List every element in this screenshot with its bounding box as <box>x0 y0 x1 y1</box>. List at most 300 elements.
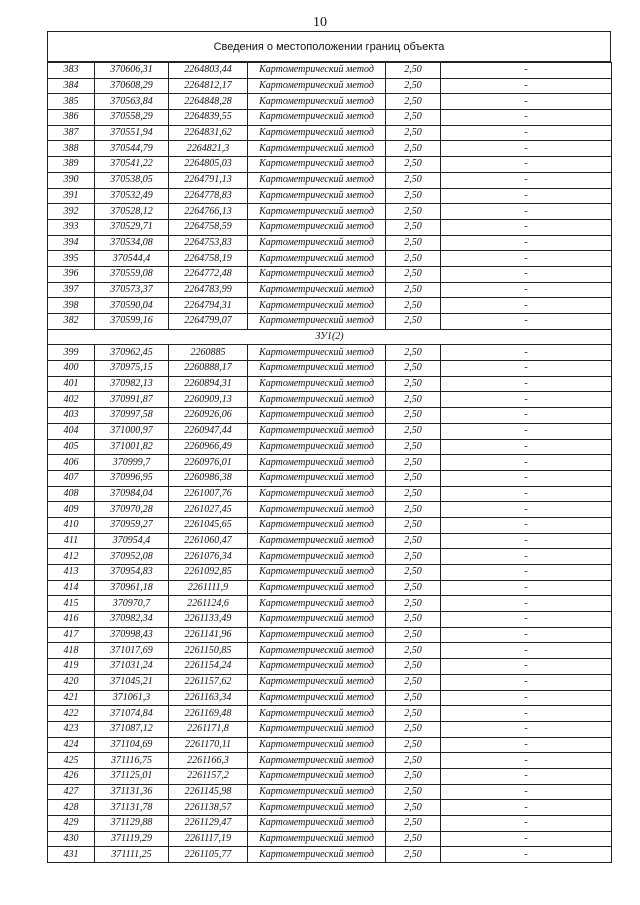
x-coordinate-cell: 371104,69 <box>95 737 169 753</box>
x-coordinate-cell: 370982,13 <box>95 376 169 392</box>
method-cell: Картометрический метод <box>248 674 386 690</box>
accuracy-cell: 2,50 <box>386 502 441 518</box>
accuracy-cell: 2,50 <box>386 612 441 628</box>
x-coordinate-cell: 370532,49 <box>95 188 169 204</box>
table-row <box>48 627 612 643</box>
accuracy-cell: 2,50 <box>386 63 441 79</box>
description-cell: - <box>441 486 612 502</box>
table-row <box>48 549 612 565</box>
description-cell: - <box>441 816 612 832</box>
y-coordinate-cell: 2260894,31 <box>169 376 248 392</box>
table-row <box>48 502 612 518</box>
accuracy-cell: 2,50 <box>386 816 441 832</box>
method-cell: Картометрический метод <box>248 172 386 188</box>
method-cell: Картометрический метод <box>248 235 386 251</box>
accuracy-cell: 2,50 <box>386 565 441 581</box>
accuracy-cell: 2,50 <box>386 141 441 157</box>
description-cell: - <box>441 298 612 314</box>
point-number-cell: 384 <box>48 78 95 94</box>
description-cell: - <box>441 800 612 816</box>
table-row <box>48 455 612 471</box>
x-coordinate-cell: 371111,25 <box>95 847 169 863</box>
accuracy-cell: 2,50 <box>386 219 441 235</box>
accuracy-cell: 2,50 <box>386 439 441 455</box>
table-row <box>48 847 612 863</box>
point-number-cell: 419 <box>48 659 95 675</box>
point-number-cell: 393 <box>48 219 95 235</box>
method-cell: Картометрический метод <box>248 784 386 800</box>
x-coordinate-cell: 370559,08 <box>95 266 169 282</box>
table-row <box>48 470 612 486</box>
method-cell: Картометрический метод <box>248 376 386 392</box>
y-coordinate-cell: 2260966,49 <box>169 439 248 455</box>
method-cell: Картометрический метод <box>248 580 386 596</box>
y-coordinate-cell: 2264783,99 <box>169 282 248 298</box>
table-row <box>48 706 612 722</box>
description-cell: - <box>441 580 612 596</box>
point-number-cell: 426 <box>48 768 95 784</box>
x-coordinate-cell: 370534,08 <box>95 235 169 251</box>
table-row <box>48 580 612 596</box>
method-cell: Картометрический метод <box>248 486 386 502</box>
x-coordinate-cell: 370975,15 <box>95 361 169 377</box>
point-number-cell: 386 <box>48 110 95 126</box>
x-coordinate-cell: 370961,18 <box>95 580 169 596</box>
point-number-cell: 430 <box>48 831 95 847</box>
x-coordinate-cell: 370606,31 <box>95 63 169 79</box>
y-coordinate-cell: 2264753,83 <box>169 235 248 251</box>
table-row <box>48 63 612 79</box>
method-cell: Картометрический метод <box>248 63 386 79</box>
description-cell: - <box>441 188 612 204</box>
description-cell: - <box>441 753 612 769</box>
method-cell: Картометрический метод <box>248 706 386 722</box>
boundary-sheet <box>47 31 611 863</box>
table-row <box>48 408 612 424</box>
x-coordinate-cell: 370991,87 <box>95 392 169 408</box>
accuracy-cell: 2,50 <box>386 204 441 220</box>
accuracy-cell: 2,50 <box>386 376 441 392</box>
x-coordinate-cell: 370954,4 <box>95 533 169 549</box>
description-cell: - <box>441 78 612 94</box>
x-coordinate-cell: 371125,01 <box>95 768 169 784</box>
description-cell: - <box>441 533 612 549</box>
accuracy-cell: 2,50 <box>386 831 441 847</box>
accuracy-cell: 2,50 <box>386 721 441 737</box>
point-number-cell: 387 <box>48 125 95 141</box>
method-cell: Картометрический метод <box>248 110 386 126</box>
description-cell: - <box>441 721 612 737</box>
description-cell: - <box>441 235 612 251</box>
accuracy-cell: 2,50 <box>386 78 441 94</box>
y-coordinate-cell: 2260976,01 <box>169 455 248 471</box>
accuracy-cell: 2,50 <box>386 235 441 251</box>
point-number-cell: 411 <box>48 533 95 549</box>
x-coordinate-cell: 370573,37 <box>95 282 169 298</box>
table-row <box>48 721 612 737</box>
y-coordinate-cell: 2261060,47 <box>169 533 248 549</box>
y-coordinate-cell: 2261150,85 <box>169 643 248 659</box>
x-coordinate-cell: 371131,36 <box>95 784 169 800</box>
point-number-cell: 416 <box>48 612 95 628</box>
point-number-cell: 403 <box>48 408 95 424</box>
description-cell: - <box>441 565 612 581</box>
description-cell: - <box>441 251 612 267</box>
method-cell: Картометрический метод <box>248 125 386 141</box>
table-row <box>48 753 612 769</box>
accuracy-cell: 2,50 <box>386 596 441 612</box>
table-row <box>48 204 612 220</box>
point-number-cell: 395 <box>48 251 95 267</box>
description-cell: - <box>441 643 612 659</box>
accuracy-cell: 2,50 <box>386 298 441 314</box>
y-coordinate-cell: 2264794,31 <box>169 298 248 314</box>
coordinates-table <box>47 62 612 863</box>
x-coordinate-cell: 370952,08 <box>95 549 169 565</box>
x-coordinate-cell: 370999,7 <box>95 455 169 471</box>
accuracy-cell: 2,50 <box>386 157 441 173</box>
x-coordinate-cell: 371031,24 <box>95 659 169 675</box>
x-coordinate-cell: 371017,69 <box>95 643 169 659</box>
point-number-cell: 392 <box>48 204 95 220</box>
y-coordinate-cell: 2260926,06 <box>169 408 248 424</box>
y-coordinate-cell: 2261157,2 <box>169 768 248 784</box>
method-cell: Картометрический метод <box>248 753 386 769</box>
point-number-cell: 401 <box>48 376 95 392</box>
description-cell: - <box>441 157 612 173</box>
point-number-cell: 418 <box>48 643 95 659</box>
accuracy-cell: 2,50 <box>386 517 441 533</box>
y-coordinate-cell: 2260986,38 <box>169 470 248 486</box>
y-coordinate-cell: 2261157,62 <box>169 674 248 690</box>
table-row <box>48 674 612 690</box>
point-number-cell: 415 <box>48 596 95 612</box>
accuracy-cell: 2,50 <box>386 580 441 596</box>
y-coordinate-cell: 2264821,3 <box>169 141 248 157</box>
description-cell: - <box>441 690 612 706</box>
table-row <box>48 141 612 157</box>
y-coordinate-cell: 2261124,6 <box>169 596 248 612</box>
method-cell: Картометрический метод <box>248 659 386 675</box>
accuracy-cell: 2,50 <box>386 784 441 800</box>
method-cell: Картометрический метод <box>248 423 386 439</box>
y-coordinate-cell: 2261105,77 <box>169 847 248 863</box>
x-coordinate-cell: 370608,29 <box>95 78 169 94</box>
description-cell: - <box>441 439 612 455</box>
y-coordinate-cell: 2261169,48 <box>169 706 248 722</box>
accuracy-cell: 2,50 <box>386 345 441 361</box>
x-coordinate-cell: 370996,95 <box>95 470 169 486</box>
point-number-cell: 425 <box>48 753 95 769</box>
accuracy-cell: 2,50 <box>386 549 441 565</box>
accuracy-cell: 2,50 <box>386 753 441 769</box>
accuracy-cell: 2,50 <box>386 251 441 267</box>
accuracy-cell: 2,50 <box>386 392 441 408</box>
method-cell: Картометрический метод <box>248 455 386 471</box>
accuracy-cell: 2,50 <box>386 486 441 502</box>
y-coordinate-cell: 2264839,55 <box>169 110 248 126</box>
description-cell: - <box>441 674 612 690</box>
accuracy-cell: 2,50 <box>386 627 441 643</box>
method-cell: Картометрический метод <box>248 78 386 94</box>
description-cell: - <box>441 596 612 612</box>
description-cell: - <box>441 172 612 188</box>
x-coordinate-cell: 370599,16 <box>95 314 169 330</box>
method-cell: Картометрический метод <box>248 141 386 157</box>
accuracy-cell: 2,50 <box>386 314 441 330</box>
x-coordinate-cell: 371061,3 <box>95 690 169 706</box>
y-coordinate-cell: 2261163,34 <box>169 690 248 706</box>
point-number-cell: 388 <box>48 141 95 157</box>
method-cell: Картометрический метод <box>248 565 386 581</box>
table-row <box>48 768 612 784</box>
description-cell: - <box>441 361 612 377</box>
method-cell: Картометрический метод <box>248 831 386 847</box>
table-row <box>48 298 612 314</box>
description-cell: - <box>441 219 612 235</box>
y-coordinate-cell: 2261045,65 <box>169 517 248 533</box>
x-coordinate-cell: 370997,58 <box>95 408 169 424</box>
accuracy-cell: 2,50 <box>386 125 441 141</box>
x-coordinate-cell: 370528,12 <box>95 204 169 220</box>
accuracy-cell: 2,50 <box>386 690 441 706</box>
x-coordinate-cell: 370544,79 <box>95 141 169 157</box>
method-cell: Картометрический метод <box>248 361 386 377</box>
point-number-cell: 389 <box>48 157 95 173</box>
point-number-cell: 385 <box>48 94 95 110</box>
accuracy-cell: 2,50 <box>386 706 441 722</box>
method-cell: Картометрический метод <box>248 188 386 204</box>
point-number-cell: 407 <box>48 470 95 486</box>
accuracy-cell: 2,50 <box>386 188 441 204</box>
description-cell: - <box>441 612 612 628</box>
description-cell: - <box>441 314 612 330</box>
method-cell: Картометрический метод <box>248 408 386 424</box>
accuracy-cell: 2,50 <box>386 800 441 816</box>
y-coordinate-cell: 2264805,03 <box>169 157 248 173</box>
x-coordinate-cell: 371001,82 <box>95 439 169 455</box>
subsection-header <box>48 329 612 345</box>
x-coordinate-cell: 371000,97 <box>95 423 169 439</box>
x-coordinate-cell: 371119,29 <box>95 831 169 847</box>
point-number-cell: 406 <box>48 455 95 471</box>
point-number-cell: 410 <box>48 517 95 533</box>
y-coordinate-cell: 2264758,59 <box>169 219 248 235</box>
description-cell: - <box>441 392 612 408</box>
table-row <box>48 517 612 533</box>
method-cell: Картометрический метод <box>248 298 386 314</box>
y-coordinate-cell: 2264848,28 <box>169 94 248 110</box>
y-coordinate-cell: 2261141,96 <box>169 627 248 643</box>
method-cell: Картометрический метод <box>248 768 386 784</box>
description-cell: - <box>441 345 612 361</box>
method-cell: Картометрический метод <box>248 816 386 832</box>
y-coordinate-cell: 2264791,13 <box>169 172 248 188</box>
point-number-cell: 423 <box>48 721 95 737</box>
description-cell: - <box>441 282 612 298</box>
method-cell: Картометрический метод <box>248 392 386 408</box>
method-cell: Картометрический метод <box>248 627 386 643</box>
method-cell: Картометрический метод <box>248 266 386 282</box>
point-number-cell: 400 <box>48 361 95 377</box>
section-2-body <box>48 345 612 863</box>
y-coordinate-cell: 2264766,13 <box>169 204 248 220</box>
x-coordinate-cell: 370970,28 <box>95 502 169 518</box>
description-cell: - <box>441 768 612 784</box>
x-coordinate-cell: 370551,94 <box>95 125 169 141</box>
subsection-title: ЗУ1(2) <box>48 329 612 345</box>
table-row <box>48 565 612 581</box>
method-cell: Картометрический метод <box>248 549 386 565</box>
table-row <box>48 345 612 361</box>
point-number-cell: 390 <box>48 172 95 188</box>
description-cell: - <box>441 831 612 847</box>
y-coordinate-cell: 2261111,9 <box>169 580 248 596</box>
accuracy-cell: 2,50 <box>386 361 441 377</box>
table-row <box>48 376 612 392</box>
point-number-cell: 398 <box>48 298 95 314</box>
description-cell: - <box>441 94 612 110</box>
table-row <box>48 816 612 832</box>
y-coordinate-cell: 2264831,62 <box>169 125 248 141</box>
point-number-cell: 382 <box>48 314 95 330</box>
table-row <box>48 800 612 816</box>
y-coordinate-cell: 2261129,47 <box>169 816 248 832</box>
point-number-cell: 429 <box>48 816 95 832</box>
table-row <box>48 361 612 377</box>
y-coordinate-cell: 2261027,45 <box>169 502 248 518</box>
y-coordinate-cell: 2261117,19 <box>169 831 248 847</box>
method-cell: Картометрический метод <box>248 612 386 628</box>
description-cell: - <box>441 784 612 800</box>
accuracy-cell: 2,50 <box>386 408 441 424</box>
table-row <box>48 612 612 628</box>
description-cell: - <box>441 549 612 565</box>
table-row <box>48 188 612 204</box>
method-cell: Картометрический метод <box>248 502 386 518</box>
method-cell: Картометрический метод <box>248 847 386 863</box>
y-coordinate-cell: 2264812,17 <box>169 78 248 94</box>
y-coordinate-cell: 2261170,11 <box>169 737 248 753</box>
description-cell: - <box>441 408 612 424</box>
y-coordinate-cell: 2260909,13 <box>169 392 248 408</box>
y-coordinate-cell: 2261133,49 <box>169 612 248 628</box>
point-number-cell: 391 <box>48 188 95 204</box>
point-number-cell: 420 <box>48 674 95 690</box>
table-row <box>48 737 612 753</box>
x-coordinate-cell: 370529,71 <box>95 219 169 235</box>
method-cell: Картометрический метод <box>248 439 386 455</box>
y-coordinate-cell: 2260947,44 <box>169 423 248 439</box>
point-number-cell: 399 <box>48 345 95 361</box>
x-coordinate-cell: 370541,22 <box>95 157 169 173</box>
x-coordinate-cell: 370982,34 <box>95 612 169 628</box>
accuracy-cell: 2,50 <box>386 110 441 126</box>
description-cell: - <box>441 266 612 282</box>
point-number-cell: 397 <box>48 282 95 298</box>
description-cell: - <box>441 706 612 722</box>
table-row <box>48 266 612 282</box>
accuracy-cell: 2,50 <box>386 94 441 110</box>
y-coordinate-cell: 2260888,17 <box>169 361 248 377</box>
method-cell: Картометрический метод <box>248 690 386 706</box>
y-coordinate-cell: 2264772,48 <box>169 266 248 282</box>
point-number-cell: 383 <box>48 63 95 79</box>
point-number-cell: 404 <box>48 423 95 439</box>
table-row <box>48 235 612 251</box>
x-coordinate-cell: 370970,7 <box>95 596 169 612</box>
description-cell: - <box>441 470 612 486</box>
point-number-cell: 405 <box>48 439 95 455</box>
table-row <box>48 596 612 612</box>
point-number-cell: 412 <box>48 549 95 565</box>
table-row <box>48 94 612 110</box>
x-coordinate-cell: 370984,04 <box>95 486 169 502</box>
point-number-cell: 413 <box>48 565 95 581</box>
description-cell: - <box>441 517 612 533</box>
description-cell: - <box>441 502 612 518</box>
method-cell: Картометрический метод <box>248 737 386 753</box>
description-cell: - <box>441 376 612 392</box>
description-cell: - <box>441 204 612 220</box>
table-row <box>48 659 612 675</box>
description-cell: - <box>441 141 612 157</box>
method-cell: Картометрический метод <box>248 157 386 173</box>
method-cell: Картометрический метод <box>248 533 386 549</box>
table-header-title: Сведения о местоположении границ объекта <box>47 31 611 62</box>
table-row <box>48 423 612 439</box>
description-cell: - <box>441 455 612 471</box>
accuracy-cell: 2,50 <box>386 470 441 486</box>
description-cell: - <box>441 110 612 126</box>
y-coordinate-cell: 2261145,98 <box>169 784 248 800</box>
description-cell: - <box>441 847 612 863</box>
method-cell: Картометрический метод <box>248 643 386 659</box>
y-coordinate-cell: 2261092,85 <box>169 565 248 581</box>
table-row <box>48 690 612 706</box>
table-row <box>48 219 612 235</box>
y-coordinate-cell: 2264758,19 <box>169 251 248 267</box>
accuracy-cell: 2,50 <box>386 659 441 675</box>
description-cell: - <box>441 63 612 79</box>
method-cell: Картометрический метод <box>248 251 386 267</box>
accuracy-cell: 2,50 <box>386 643 441 659</box>
accuracy-cell: 2,50 <box>386 768 441 784</box>
x-coordinate-cell: 371045,21 <box>95 674 169 690</box>
y-coordinate-cell: 2261171,8 <box>169 721 248 737</box>
point-number-cell: 396 <box>48 266 95 282</box>
accuracy-cell: 2,50 <box>386 172 441 188</box>
table-row <box>48 439 612 455</box>
x-coordinate-cell: 371129,88 <box>95 816 169 832</box>
point-number-cell: 431 <box>48 847 95 863</box>
point-number-cell: 417 <box>48 627 95 643</box>
point-number-cell: 402 <box>48 392 95 408</box>
table-row <box>48 486 612 502</box>
y-coordinate-cell: 2261138,57 <box>169 800 248 816</box>
x-coordinate-cell: 370962,45 <box>95 345 169 361</box>
accuracy-cell: 2,50 <box>386 847 441 863</box>
accuracy-cell: 2,50 <box>386 674 441 690</box>
method-cell: Картометрический метод <box>248 219 386 235</box>
method-cell: Картометрический метод <box>248 314 386 330</box>
method-cell: Картометрический метод <box>248 94 386 110</box>
accuracy-cell: 2,50 <box>386 282 441 298</box>
x-coordinate-cell: 370954,83 <box>95 565 169 581</box>
table-row <box>48 282 612 298</box>
accuracy-cell: 2,50 <box>386 533 441 549</box>
section-1-body <box>48 63 612 330</box>
